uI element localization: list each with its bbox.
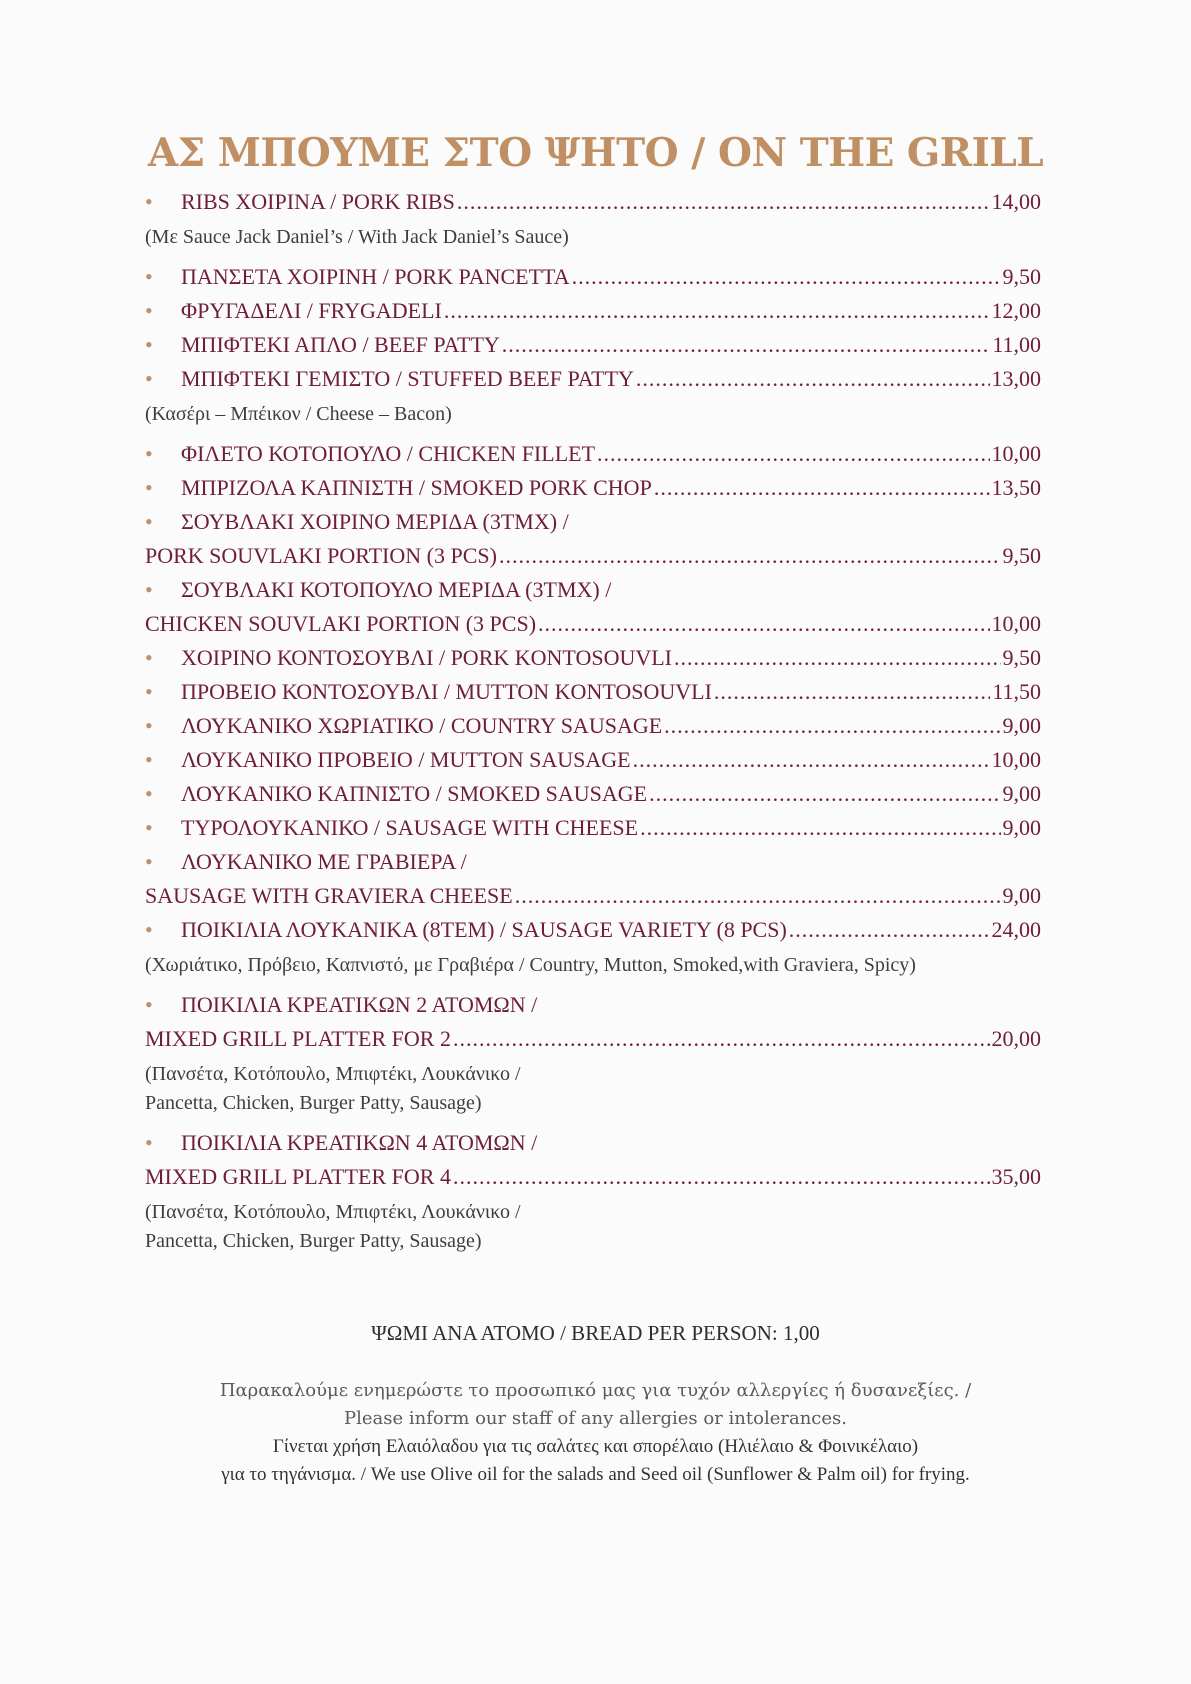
menu-item-price: 35,00 [991,1164,1041,1189]
menu-item [145,747,1041,781]
menu-item-price: 20,00 [991,1026,1041,1051]
spacer [145,980,1041,992]
menu-item [145,264,1041,298]
menu-item-name: RIBS ΧΟΙΡΙΝΑ / PORK RIBS [181,189,455,214]
bullet-icon: • [145,1130,153,1155]
menu-item [145,781,1041,815]
menu-item [145,441,1041,475]
menu-item-name-greek: ΠΟΙΚΙΛΙΑ ΚΡΕΑΤΙΚΩΝ 2 ΑΤΟΜΩΝ / [181,992,538,1017]
menu-item [145,1026,1041,1060]
menu-item-price: 12,00 [991,298,1041,323]
menu-item-note: (Πανσέτα, Κοτόπουλο, Μπιφτέκι, Λουκάνικο / [145,1201,521,1223]
menu-item-price: 10,00 [991,441,1041,466]
bullet-icon: • [145,332,153,357]
menu-item-name-greek: ΛΟΥΚΑΝΙΚΟ ΜΕ ΓΡΑΒΙΕΡΑ / [181,849,467,874]
menu-item-name-greek: ΣΟΥΒΛΑΚΙ ΧΟΙΡΙΝΟ ΜΕΡΙΔΑ (3ΤΜΧ) / [181,509,569,534]
menu-item [145,332,1041,366]
menu-item [145,189,1041,223]
bread-price: ΨΩΜΙ ΑΝΑ ΑΤΟΜΟ / BREAD PER PERSON: 1,00 [371,1321,820,1345]
menu-item [145,611,1041,645]
menu-item [145,475,1041,509]
bullet-icon: • [145,992,153,1017]
dot-leader [674,645,1000,671]
menu-item-price: 14,00 [991,189,1041,214]
spacer [145,1256,1041,1268]
spacer [145,1118,1041,1130]
allergy-line-greek: Παρακαλούμε ενημερώστε το προσωπικό μας για τυχόν αλλεργίες ή δυσανεξίες. / [219,1380,972,1401]
dot-leader [714,679,990,705]
bullet-icon: • [145,815,153,840]
menu-item [145,645,1041,679]
menu-item [145,883,1041,917]
menu-item-name-greek: ΣΟΥΒΛΑΚΙ ΚΟΤΟΠΟΥΛΟ ΜΕΡΙΔΑ (3ΤΜΧ) / [181,577,612,602]
menu-item-name: ΠΑΝΣΕΤΑ ΧΟΙΡΙΝΗ / PORK PANCETTA [181,264,570,289]
menu-item-note: (Πανσέτα, Κοτόπουλο, Μπιφτέκι, Λουκάνικο / [145,1063,521,1085]
menu-item-price: 9,00 [1002,781,1041,806]
dot-leader [453,1026,990,1052]
page-title: ΑΣ ΜΠΟΥΜΕ ΣΤΟ ΨΗΤΟ / ON THE GRILL [147,130,1044,176]
menu-item-name: MIXED GRILL PLATTER FOR 2 [145,1026,451,1051]
menu-item-price: 9,50 [1002,543,1041,568]
dot-leader [789,917,990,943]
dot-leader [502,332,991,358]
menu-item [145,298,1041,332]
menu-item-price: 11,50 [992,679,1041,704]
bullet-icon: • [145,475,153,500]
menu-item-name: CHICKEN SOUVLAKI PORTION (3 PCS) [145,611,537,636]
dot-leader [444,298,990,324]
bullet-icon: • [145,849,153,874]
menu-item-price: 10,00 [991,747,1041,772]
menu-item [145,366,1041,400]
bullet-icon: • [145,366,153,391]
dot-leader [538,611,989,637]
bullet-icon: • [145,264,153,289]
menu-item-name: ΜΠΙΦΤΕΚΙ ΑΠΛΟ / BEEF PATTY [181,332,500,357]
menu-item-name: ΧΟΙΡΙΝΟ ΚΟΝΤΟΣΟΥΒΛΙ / PORK KONTOSOUVLI [181,645,673,670]
menu-item-price: 11,00 [992,332,1041,357]
menu-item-name: MIXED GRILL PLATTER FOR 4 [145,1164,451,1189]
menu-item-heading [145,1130,1041,1164]
menu-item-price: 10,00 [991,611,1041,636]
menu-item-name: ΛΟΥΚΑΝΙΚΟ ΚΑΠΝΙΣΤΟ / SMOKED SAUSAGE [181,781,648,806]
menu-item-heading [145,509,1041,543]
oil-notice [0,1433,1191,1489]
dot-leader [664,713,1000,739]
menu-item-price: 9,50 [1002,264,1041,289]
bullet-icon: • [145,509,153,534]
bullet-icon: • [145,577,153,602]
bullet-icon: • [145,441,153,466]
dot-leader [453,1164,990,1190]
menu-item [145,815,1041,849]
menu-item-name: ΛΟΥΚΑΝΙΚΟ ΧΩΡΙΑΤΙΚΟ / COUNTRY SAUSAGE [181,713,663,738]
menu-item-name: ΠΡΟΒΕΙΟ ΚΟΝΤΟΣΟΥΒΛΙ / MUTTON KONTOSOUVLI [181,679,712,704]
allergy-notice [0,1377,1191,1433]
dot-leader [457,189,990,215]
menu-item-heading [145,992,1041,1026]
menu-item-note: (Κασέρι – Μπέικον / Cheese – Bacon) [145,403,452,425]
menu-item [145,917,1041,951]
menu-item-name: ΜΠΡΙΖΟΛΑ ΚΑΠΝΙΣΤΗ / SMOKED PORK CHOP [181,475,652,500]
menu-item-note: (Με Sauce Jack Daniel’s / With Jack Daniel’s Sauce) [145,226,569,248]
dot-leader [515,883,1001,909]
menu-item-name: ΛΟΥΚΑΝΙΚΟ ΠΡΟΒΕΙΟ / MUTTON SAUSAGE [181,747,631,772]
dot-leader [499,543,1001,569]
dot-leader [640,815,1000,841]
menu-item-price: 9,00 [1002,815,1041,840]
menu-item-heading [145,849,1041,883]
dot-leader [572,264,1001,290]
menu-item-name: ΠΟΙΚΙΛΙΑ ΛΟΥΚΑΝΙΚΑ (8ΤΕΜ) / SAUSAGE VARIETY (8 PCS) [181,917,787,942]
spacer [145,252,1041,264]
menu-item-name: ΤΥΡΟΛΟΥΚΑΝΙΚΟ / SAUSAGE WITH CHEESE [181,815,639,840]
bullet-icon: • [145,645,153,670]
bullet-icon: • [145,713,153,738]
bullet-icon: • [145,917,153,942]
dot-leader [636,366,990,392]
menu-item-price: 24,00 [991,917,1041,942]
menu-item-price: 9,00 [1002,713,1041,738]
menu-item-price: 13,50 [991,475,1041,500]
bullet-icon: • [145,189,153,214]
menu-item [145,543,1041,577]
bullet-icon: • [145,298,153,323]
menu-item-note: Pancetta, Chicken, Burger Patty, Sausage) [145,1092,482,1114]
bullet-icon: • [145,679,153,704]
oil-line-2: για το τηγάνισμα. / We use Olive oil for the salads and Seed oil (Sunflower & Palm oil) for frying. [221,1464,970,1485]
dot-leader [649,781,1000,807]
menu-item-name: ΜΠΙΦΤΕΚΙ ΓΕΜΙΣΤΟ / STUFFED BEEF PATTY [181,366,634,391]
dot-leader [654,475,990,501]
menu-item-name: SAUSAGE WITH GRAVIERA CHEESE [145,883,513,908]
menu-item-note: (Χωριάτικο, Πρόβειο, Καπνιστό, με Γραβιέρα / Country, Mutton, Smoked,with Graviera, Spicy) [145,954,916,976]
menu-item-name: ΦΙΛΕΤΟ ΚΟΤΟΠΟΥΛΟ / CHICKEN FILLET [181,441,596,466]
menu-item-name: PORK SOUVLAKI PORTION (3 PCS) [145,543,497,568]
menu-item-heading [145,577,1041,611]
dot-leader [633,747,990,773]
spacer [145,429,1041,441]
menu-item [145,713,1041,747]
menu-item-note: Pancetta, Chicken, Burger Patty, Sausage) [145,1230,482,1252]
menu-item-price: 9,50 [1002,645,1041,670]
bullet-icon: • [145,747,153,772]
dot-leader [597,441,989,467]
menu-item-price: 9,00 [1002,883,1041,908]
bullet-icon: • [145,781,153,806]
menu-item-price: 13,00 [991,366,1041,391]
allergy-line-english: Please inform our staff of any allergies or intolerances. [343,1408,847,1429]
menu-item-name: ΦΡΥΓΑΔΕΛΙ / FRYGADELI [181,298,442,323]
oil-line-1: Γίνεται χρήση Ελαιόλαδου για τις σαλάτες και σπορέλαιο (Ηλιέλαιο & Φοινικέλαιο) [272,1436,919,1457]
menu-item-name-greek: ΠΟΙΚΙΛΙΑ ΚΡΕΑΤΙΚΩΝ 4 ΑΤΟΜΩΝ / [181,1130,538,1155]
menu-list [145,189,1041,1268]
menu-item [145,679,1041,713]
menu-item [145,1164,1041,1198]
